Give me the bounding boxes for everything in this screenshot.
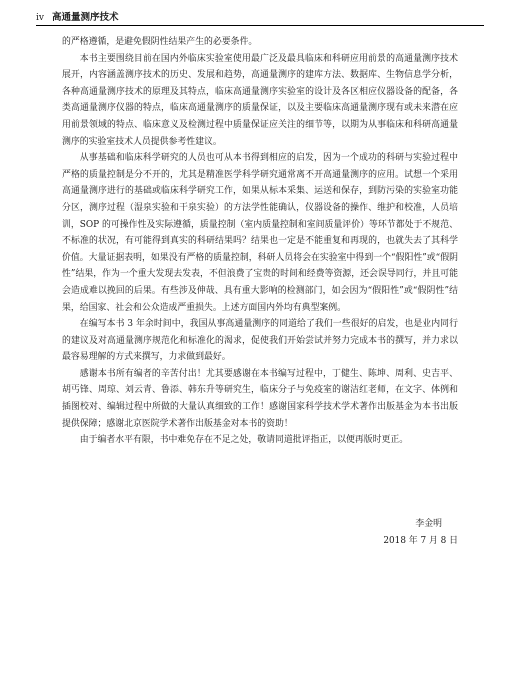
preface-body: [62, 34, 458, 449]
paragraph-continuation: 的严格遵循，是避免假阴性结果产生的必要条件。: [62, 37, 258, 47]
paragraph-scope: 本书主要围绕目前在国内外临床实验室使用最广泛及最具临床和科研应用前景的高通量测序技术展开，内容涵盖测序技术的历史、发展和趋势，高通量测序的建库方法、数据库、生物信息学分析，各种高通量测序技术的原理及其特点，临床高通量测序实验室的设计及各区相应仪器设备的配备，各类高通量测序仪器的特点，临床高通量测序的质量保证，以及主要临床高通量测序现有或未来潜在应用前景领域的特点、临床意义及检测过程中质量保证应关注的细节等，以期为从事临床和科研高通量测序的实验室技术人员提供参考性建议。: [62, 53, 458, 147]
page-number: iv: [36, 13, 44, 23]
author-name: 李金明: [415, 519, 442, 529]
paragraph-acknowledgements: 感谢本书所有编者的辛苦付出！尤其要感谢在本书编写过程中，丁健生、陈坤、周利、史吉平、胡丐锋、周琼、刘云青、鲁添、韩东升等研究生，临床分子与免疫室的谢洁红老师，在文字、体例和插图校对、编辑过程中所做的大量认真细致的工作！感谢国家科学技术学术著作出版基金为本书出版提供保障；感谢北京医院学术著作出版基金对本书的资助！: [62, 368, 458, 429]
paragraph-writing-process: 在编写本书 3 年余时间中，我国从事高通量测序的同道给了我们一些很好的启发，也是业内同行的建议及对高通量测序规范化和标准化的渴求，促使我们开始尝试并努力完成本书的撰写，并力求以最容易理解的方式来撰写，力求做到最好。: [62, 319, 458, 363]
signature-block: [383, 516, 458, 550]
paragraph-closing: 由于编者水平有限，书中难免存在不足之处，敬请同道批评指正，以便再版时更正。: [79, 435, 409, 446]
running-header: [36, 0, 484, 26]
paragraph-quality-control: 从事基础和临床科学研究的人员也可从本书得到相应的启发，因为一个成功的科研与实验过程中严格的质量控制是分不开的，尤其是精准医学科学研究通常离不开高通量测序的应用。试想一个采用高通量测序进行的基础或临床科学研究工作，如果从标本采集、运送和保存，到防污染的实验室功能分区，测序过程（湿泉实验和干泉实验）的方法学性能确认，仪器设备的操作、维护和校准，人员培训，SOP 的可操作性及实际遵循，质量控制（室内质量控制和室间质量评价）等环节都处于不规范、不标准的状况，有可能得到真实的科研结果吗？结果也一定是不能重复和再现的，也就失去了其科学价值。大量证据表明，如果没有严格的质量控制，科研人员将会在实验室中得到一个“假阳性”或“假阴性”结果，作为一个重大发现去发表，不但浪费了宝贵的时间和经费等资源，还会误导同行，并且可能会造成难以挽回的后果。有些涉及伸哉、具有重大影响的检测部门，如会因为“假阳性”或“假阴性”结果，给国家、社会和公众造成严重损失。上述方面国内外均有典型案例。: [62, 153, 458, 313]
signature-date: 2018 年 7 月 8 日: [383, 536, 458, 546]
book-title: 高通量测序技术: [51, 12, 119, 23]
